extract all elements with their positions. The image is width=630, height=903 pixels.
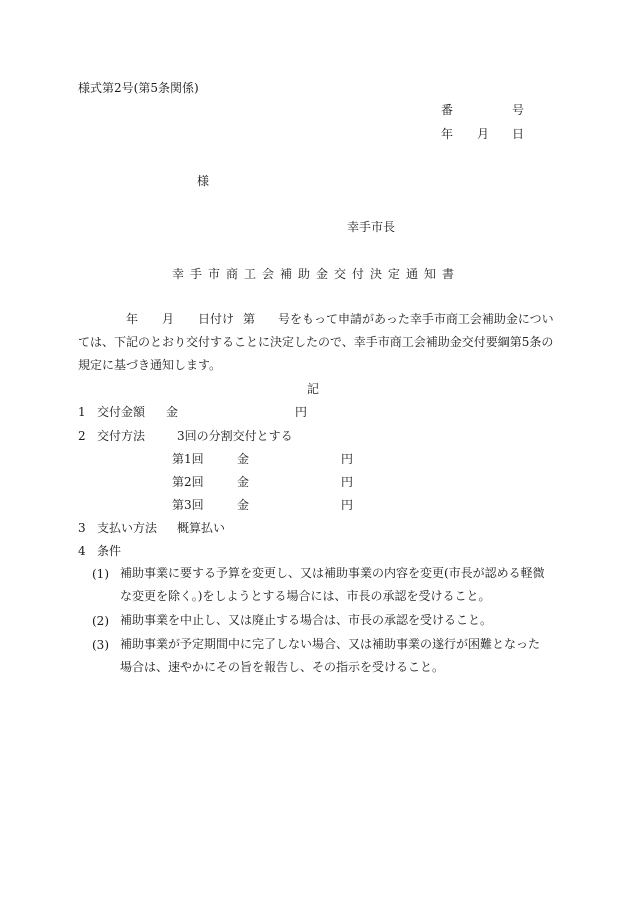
date-year: 年 [441, 127, 454, 141]
ki-heading: 記 [307, 382, 320, 396]
condition-text: 補助事業を中止し、又は廃止する場合は、市長の承認を受けること。 [120, 613, 493, 627]
item1-yen: 円 [295, 405, 308, 419]
body-line1: 号をもって申請があった幸手市商工会補助金につい [278, 312, 554, 326]
item2-number: 2 [78, 429, 86, 443]
item2-value: 3回の分割交付とする [177, 429, 293, 443]
installment-yen: 円 [341, 498, 354, 512]
item3-label: 支払い方法 [97, 521, 158, 535]
item1-label: 交付金額 [97, 405, 146, 419]
issuer-name: 幸手市長 [347, 220, 396, 234]
condition-number: (2) [92, 614, 109, 628]
installment-yen: 円 [341, 475, 354, 489]
item3-value: 概算払い [177, 521, 226, 535]
body-dai: 第 [243, 312, 256, 326]
item2-label: 交付方法 [97, 429, 146, 443]
installment-label: 第3回 [172, 498, 204, 512]
item1-kin: 金 [166, 405, 179, 419]
form-label: 様式第2号(第5条関係) [78, 81, 199, 95]
condition-text: 補助事業に要する予算を変更し、又は補助事業の内容を変更(市長が認める軽微な変更を除く。)をしようとする場合には、市長の承認を受けること。 [120, 566, 545, 603]
condition-number: (3) [92, 638, 109, 652]
installment-kin: 金 [237, 498, 250, 512]
installment-label: 第2回 [172, 475, 204, 489]
date-month: 月 [477, 127, 490, 141]
body-month: 月 [162, 312, 175, 326]
installment-kin: 金 [237, 475, 250, 489]
condition-number: (1) [92, 567, 109, 581]
installment-kin: 金 [237, 452, 250, 466]
item4-label: 条件 [97, 544, 122, 558]
item4-number: 4 [78, 544, 86, 558]
body-date-suffix: 日付け [198, 312, 235, 326]
number-label: 番 [441, 103, 454, 117]
item3-number: 3 [78, 521, 86, 535]
date-day: 日 [512, 127, 525, 141]
body-year: 年 [126, 312, 139, 326]
document-title: 幸手市商工会補助金交付決定通知書 [172, 267, 461, 281]
condition-text: 補助事業が予定期間中に完了しない場合、又は補助事業の遂行が困難となった場合は、速やかにその旨を報告し、その指示を受けること。 [120, 637, 541, 674]
item1-number: 1 [78, 405, 86, 419]
installment-yen: 円 [341, 452, 354, 466]
installment-label: 第1回 [172, 452, 204, 466]
body-line2: ては、下記のとおり交付することに決定したので、幸手市商工会補助金交付要綱第5条の [78, 335, 554, 349]
recipient-suffix: 様 [197, 174, 210, 188]
body-line3: 規定に基づき通知します。 [78, 358, 222, 372]
number-suffix: 号 [512, 103, 525, 117]
